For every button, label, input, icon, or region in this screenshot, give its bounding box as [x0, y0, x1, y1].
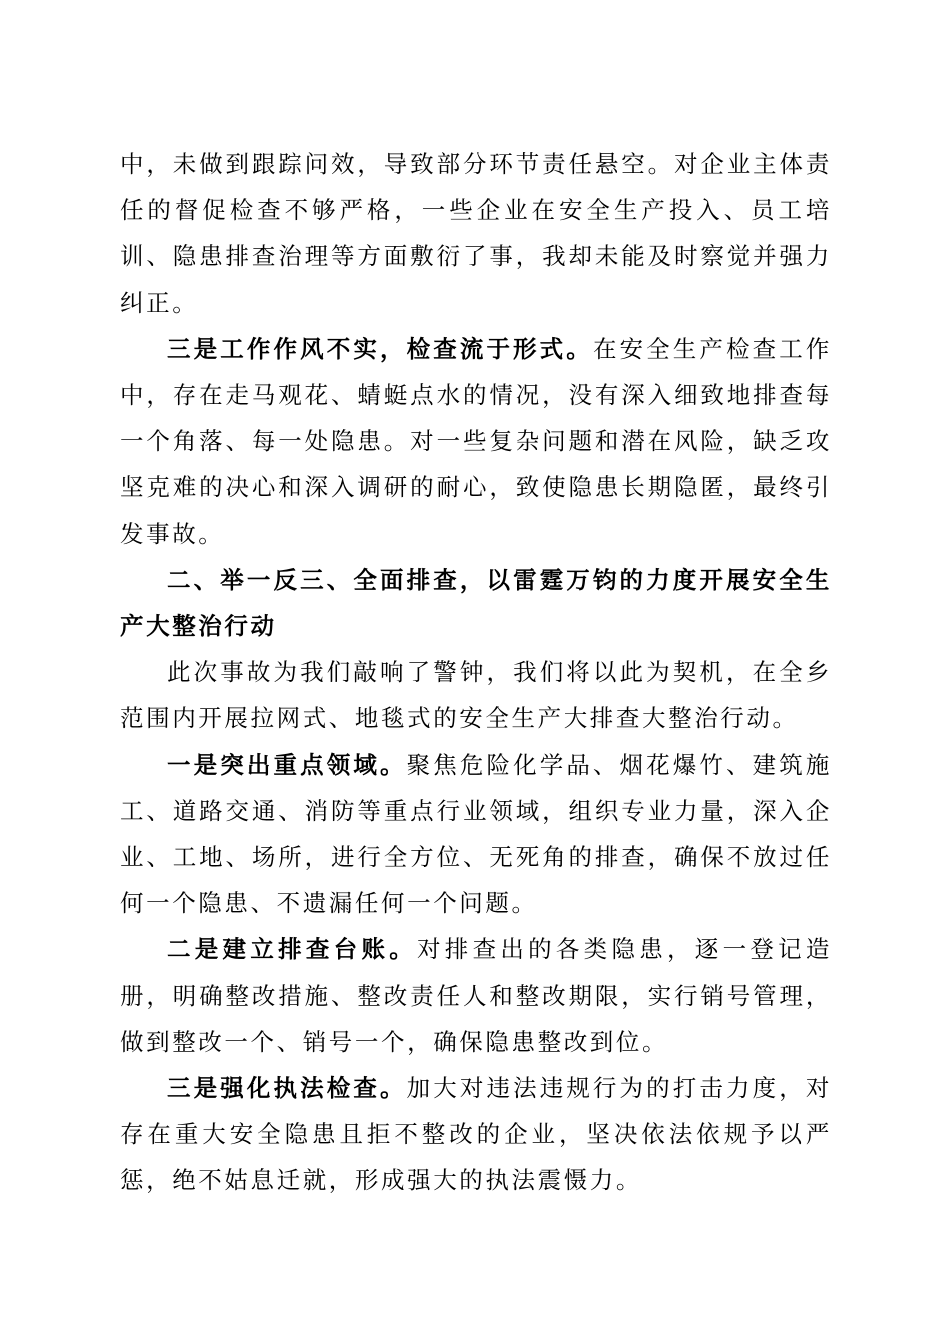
paragraph-text: 对排查出的各类隐患，逐一登记造册，明确整改措施、整改责任人和整改期限，实行销号管理，做到整改一个、销号一个，确保隐患整改到位。 [120, 935, 833, 1056]
paragraph-intro [120, 649, 832, 741]
paragraph-enforcement [120, 1065, 832, 1204]
paragraph-ledger [120, 926, 832, 1065]
document-page [120, 141, 832, 1204]
paragraph-text: 在安全生产检查工作中，存在走马观花、蜻蜓点水的情况，没有深入细致地排查每一个角落、每一处隐患。对一些复杂问题和潜在风险，缺乏攻坚克难的决心和深入调研的耐心，致使隐患长期隐匿，最终引发事故。 [120, 334, 832, 548]
paragraph-text: 加大对违法违规行为的打击力度，对存在重大安全隐患且拒不整改的企业，坚决依法依规予以严惩，绝不姑息迁就，形成强大的执法震慑力。 [120, 1074, 832, 1195]
paragraph-text: 此次事故为我们敲响了警钟，我们将以此为契机，在全乡范围内开展拉网式、地毯式的安全生产大排查大整治行动。 [120, 658, 832, 733]
paragraph-key-areas [120, 742, 832, 927]
paragraph-work-style [120, 326, 832, 557]
paragraph-text: 中，未做到跟踪问效，导致部分环节责任悬空。对企业主体责任的督促检查不够严格，一些企业在安全生产投入、员工培训、隐患排查治理等方面敷衍了事，我却未能及时察觉并强力纠正。 [120, 150, 832, 317]
paragraph-lead: 三是工作作风不实，检查流于形式。 [167, 334, 593, 363]
paragraph-text: 聚焦危险化学品、烟花爆竹、建筑施工、道路交通、消防等重点行业领域，组织专业力量，深入企业、工地、场所，进行全方位、无死角的排查，确保不放过任何一个隐患、不遗漏任何一个问题。 [120, 750, 832, 918]
paragraph-lead: 二是建立排查台账。 [167, 935, 418, 964]
paragraph-continuation [120, 141, 832, 326]
paragraph-lead: 一是突出重点领域。 [167, 750, 407, 779]
section-heading: 二、举一反三、全面排查，以雷霆万钧的力度开展安全生产大整治行动 [120, 565, 832, 641]
paragraph-lead: 三是强化执法检查。 [167, 1074, 407, 1103]
